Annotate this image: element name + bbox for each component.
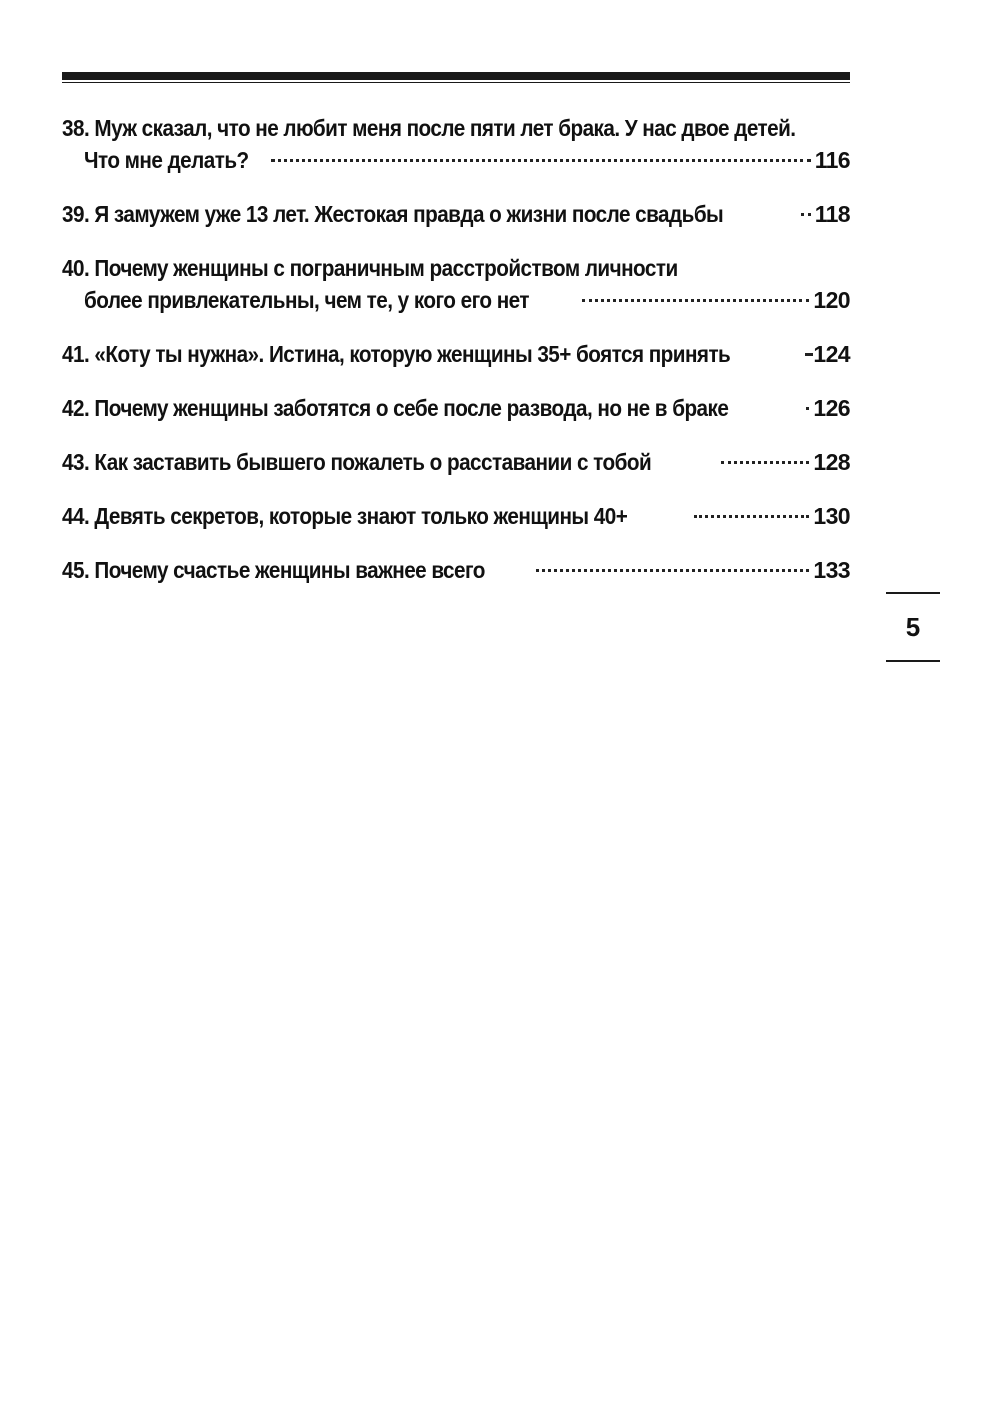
leader-dots — [806, 407, 809, 410]
toc-entry-page: 126 — [813, 395, 850, 421]
toc-entry-title-line — [62, 338, 730, 370]
toc-entry-title-line — [62, 112, 796, 144]
leader-dots — [271, 159, 811, 162]
toc-entry-title-cont: Что мне делать? — [84, 147, 249, 173]
leader-dots — [801, 213, 811, 216]
toc-entry-page: 118 — [814, 201, 850, 227]
toc-entry-title-line — [62, 392, 728, 424]
toc-entry-page: 130 — [813, 503, 850, 529]
toc-entry-44[interactable] — [62, 500, 850, 532]
toc-entry-41[interactable] — [62, 338, 850, 370]
toc-entry-title: Я замужем уже 13 лет. Жестокая правда о жизни после свадьбы — [94, 201, 724, 227]
leader-dots — [808, 353, 809, 356]
page-number: 5 — [905, 612, 921, 642]
toc-entry-number: 42. — [62, 395, 90, 421]
leader-dots — [582, 299, 809, 302]
toc-entry-page: 124 — [813, 341, 850, 367]
toc-entry-title-cont: более привлекательны, чем те, у кого его нет — [84, 287, 529, 313]
toc-entry-39[interactable] — [62, 198, 850, 230]
toc-entry-38[interactable] — [62, 112, 850, 176]
toc-entry-title: Муж сказал, что не любит меня после пяти лет брака. У нас двое детей. — [94, 115, 796, 141]
toc-entry-title-line — [62, 446, 651, 478]
toc-entry-title: «Коту ты нужна». Истина, которую женщины 35+ боятся принять — [94, 341, 731, 367]
toc-entry-title: Как заставить бывшего пожалеть о расставании с тобой — [94, 449, 652, 475]
toc-entry-title: Почему женщины заботятся о себе после развода, но не в браке — [94, 395, 729, 421]
toc-entry-number: 40. — [62, 255, 90, 281]
leader-dots — [536, 569, 810, 572]
toc-entry-title-line — [62, 554, 485, 586]
table-of-contents — [62, 112, 850, 608]
toc-entry-title: Девять секретов, которые знают только женщины 40+ — [94, 503, 628, 529]
toc-entry-title: Почему женщины с пограничным расстройством личности — [94, 255, 678, 281]
toc-entry-40[interactable] — [62, 252, 850, 316]
toc-entry-page: 120 — [813, 287, 850, 313]
toc-entry-45[interactable] — [62, 554, 850, 586]
leader-dots — [721, 461, 810, 464]
toc-entry-title-line — [62, 500, 627, 532]
toc-entry-number: 38. — [62, 115, 90, 141]
page-number-block — [886, 592, 940, 662]
toc-entry-43[interactable] — [62, 446, 850, 478]
toc-entry-page: 133 — [813, 557, 850, 583]
leader-dots — [694, 515, 809, 518]
toc-entry-number: 45. — [62, 557, 90, 583]
toc-entry-number: 43. — [62, 449, 90, 475]
toc-entry-page: 116 — [814, 147, 850, 173]
toc-entry-title-line — [62, 252, 771, 284]
toc-entry-page: 128 — [813, 449, 850, 475]
toc-entry-number: 41. — [62, 341, 90, 367]
toc-entry-42[interactable] — [62, 392, 850, 424]
toc-entry-number: 44. — [62, 503, 90, 529]
folio-rule-top — [886, 592, 940, 594]
toc-entry-title: Почему счастье женщины важнее всего — [94, 557, 485, 583]
toc-entry-title-line — [62, 198, 723, 230]
folio-rule-bottom — [886, 660, 940, 662]
toc-entry-number: 39. — [62, 201, 90, 227]
top-rule — [62, 72, 850, 80]
